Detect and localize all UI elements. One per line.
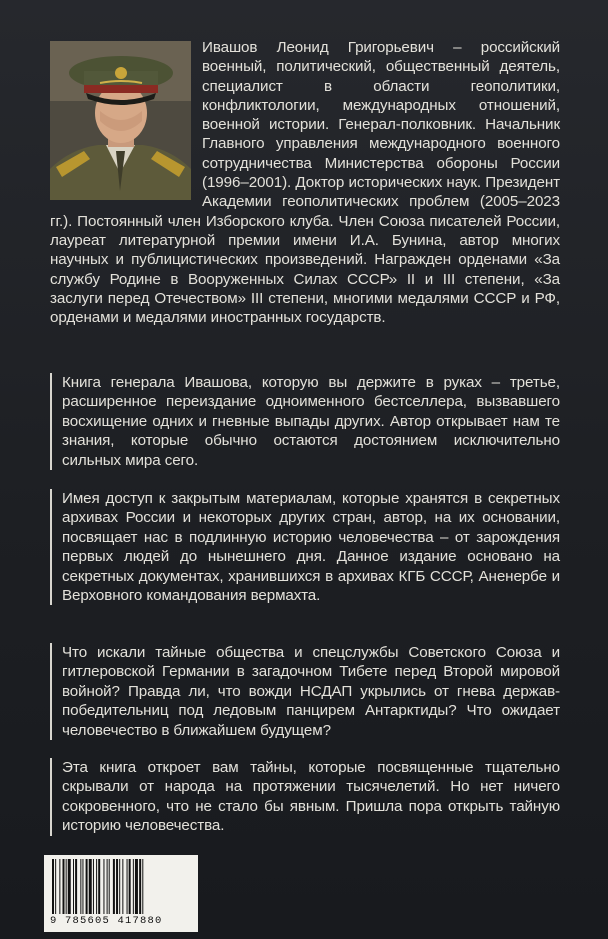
barcode-bar — [135, 859, 138, 914]
barcode-bar — [80, 859, 81, 914]
barcode-bar — [68, 859, 71, 914]
barcode-bar — [98, 859, 100, 914]
barcode-bar — [66, 859, 67, 914]
barcode-bar — [133, 859, 134, 914]
barcode-bar — [93, 859, 94, 914]
barcode-bar — [86, 859, 88, 914]
author-bio: Ивашов Леонид Григорьевич – российский военный, политический, общественный деятель, специалист в области геополитики, конфликтологии, международных отношений, военной истории. Генерал-полковник. Начальник Главного управления международного военного сотрудничества Министерства обороны России (1996–2001). Доктор исторических наук. Президент Академии геополитических проблем (2005–2023 гг.). Постоянный член Изборского клуба. Член Союза писателей России, лауреат литературной премии имени И.А. Бунина, автор многих научных и публицистических произведений. Награжден орденами «За службу Родине в Вооруженных Силах СССР» II и III степени, «За заслуги перед Отечеством» III степени, многими медалями СССР и РФ, орденами и медалями иностранных государств. — [50, 39, 560, 327]
barcode-bar — [142, 859, 143, 914]
barcode-bar — [82, 859, 83, 914]
barcode-bar — [116, 859, 118, 914]
barcode-bar — [109, 859, 110, 914]
blurb-paragraph: Что искали тайные общества и спецслужбы Советского Союза и гитлеровской Германии в загадочном Тибете перед Второй мировой войной? Правда ли, что вожди НСДАП укрылись от гнева держав-победительниц под ледовым панцирем Антарктиды? Что ожидает человечество в ближайшем будущем? — [50, 643, 560, 740]
barcode-bar — [129, 859, 131, 914]
isbn-barcode — [44, 855, 198, 932]
barcode-bar — [119, 859, 120, 914]
barcode-bar — [73, 859, 74, 914]
barcode-bar — [122, 859, 123, 914]
barcode-bar — [52, 859, 54, 914]
barcode-bar — [107, 859, 108, 914]
blurb-paragraph: Книга генерала Ивашова, которую вы держите в руках – третье, расширенное переиздание одноименного бестселлера, вызвавшего восхищение одних и гневные выпады других. Автор открывает нам те знания, которые обычно остаются достоянием исключительно сильных мира сего. — [50, 373, 560, 470]
barcode-bar — [127, 859, 128, 914]
barcode-bar — [103, 859, 104, 914]
barcode-bar — [139, 859, 141, 914]
barcode-bar — [75, 859, 77, 914]
barcode-bar — [96, 859, 97, 914]
barcode-bar — [59, 859, 60, 914]
blurb-paragraph: Эта книга откроет вам тайны, которые посвященные тщательно скрывали от народа на протяжении тысячелетий. Но нет ничего сокровенного, что не стало бы явным. Пришла пора открыть тайную историю человечества. — [50, 758, 560, 836]
barcode-bar — [113, 859, 115, 914]
barcode-bar — [89, 859, 92, 914]
barcode-bars-graphic — [50, 859, 192, 914]
barcode-bar — [55, 859, 56, 914]
barcode-bar — [63, 859, 65, 914]
blurb-paragraph: Имея доступ к закрытым материалам, которые хранятся в секретных архивах России и некоторых других стран, автор, на их основании, посвящает нас в подлинную историю человечества – от зарождения первых людей до нынешнего дня. Данное издание основано на секретных документах, хранившихся в архивах КГБ СССР, Аненербе и Верховного командования вермахта. — [50, 489, 560, 605]
barcode-number: 9 785605 417880 — [50, 915, 163, 927]
